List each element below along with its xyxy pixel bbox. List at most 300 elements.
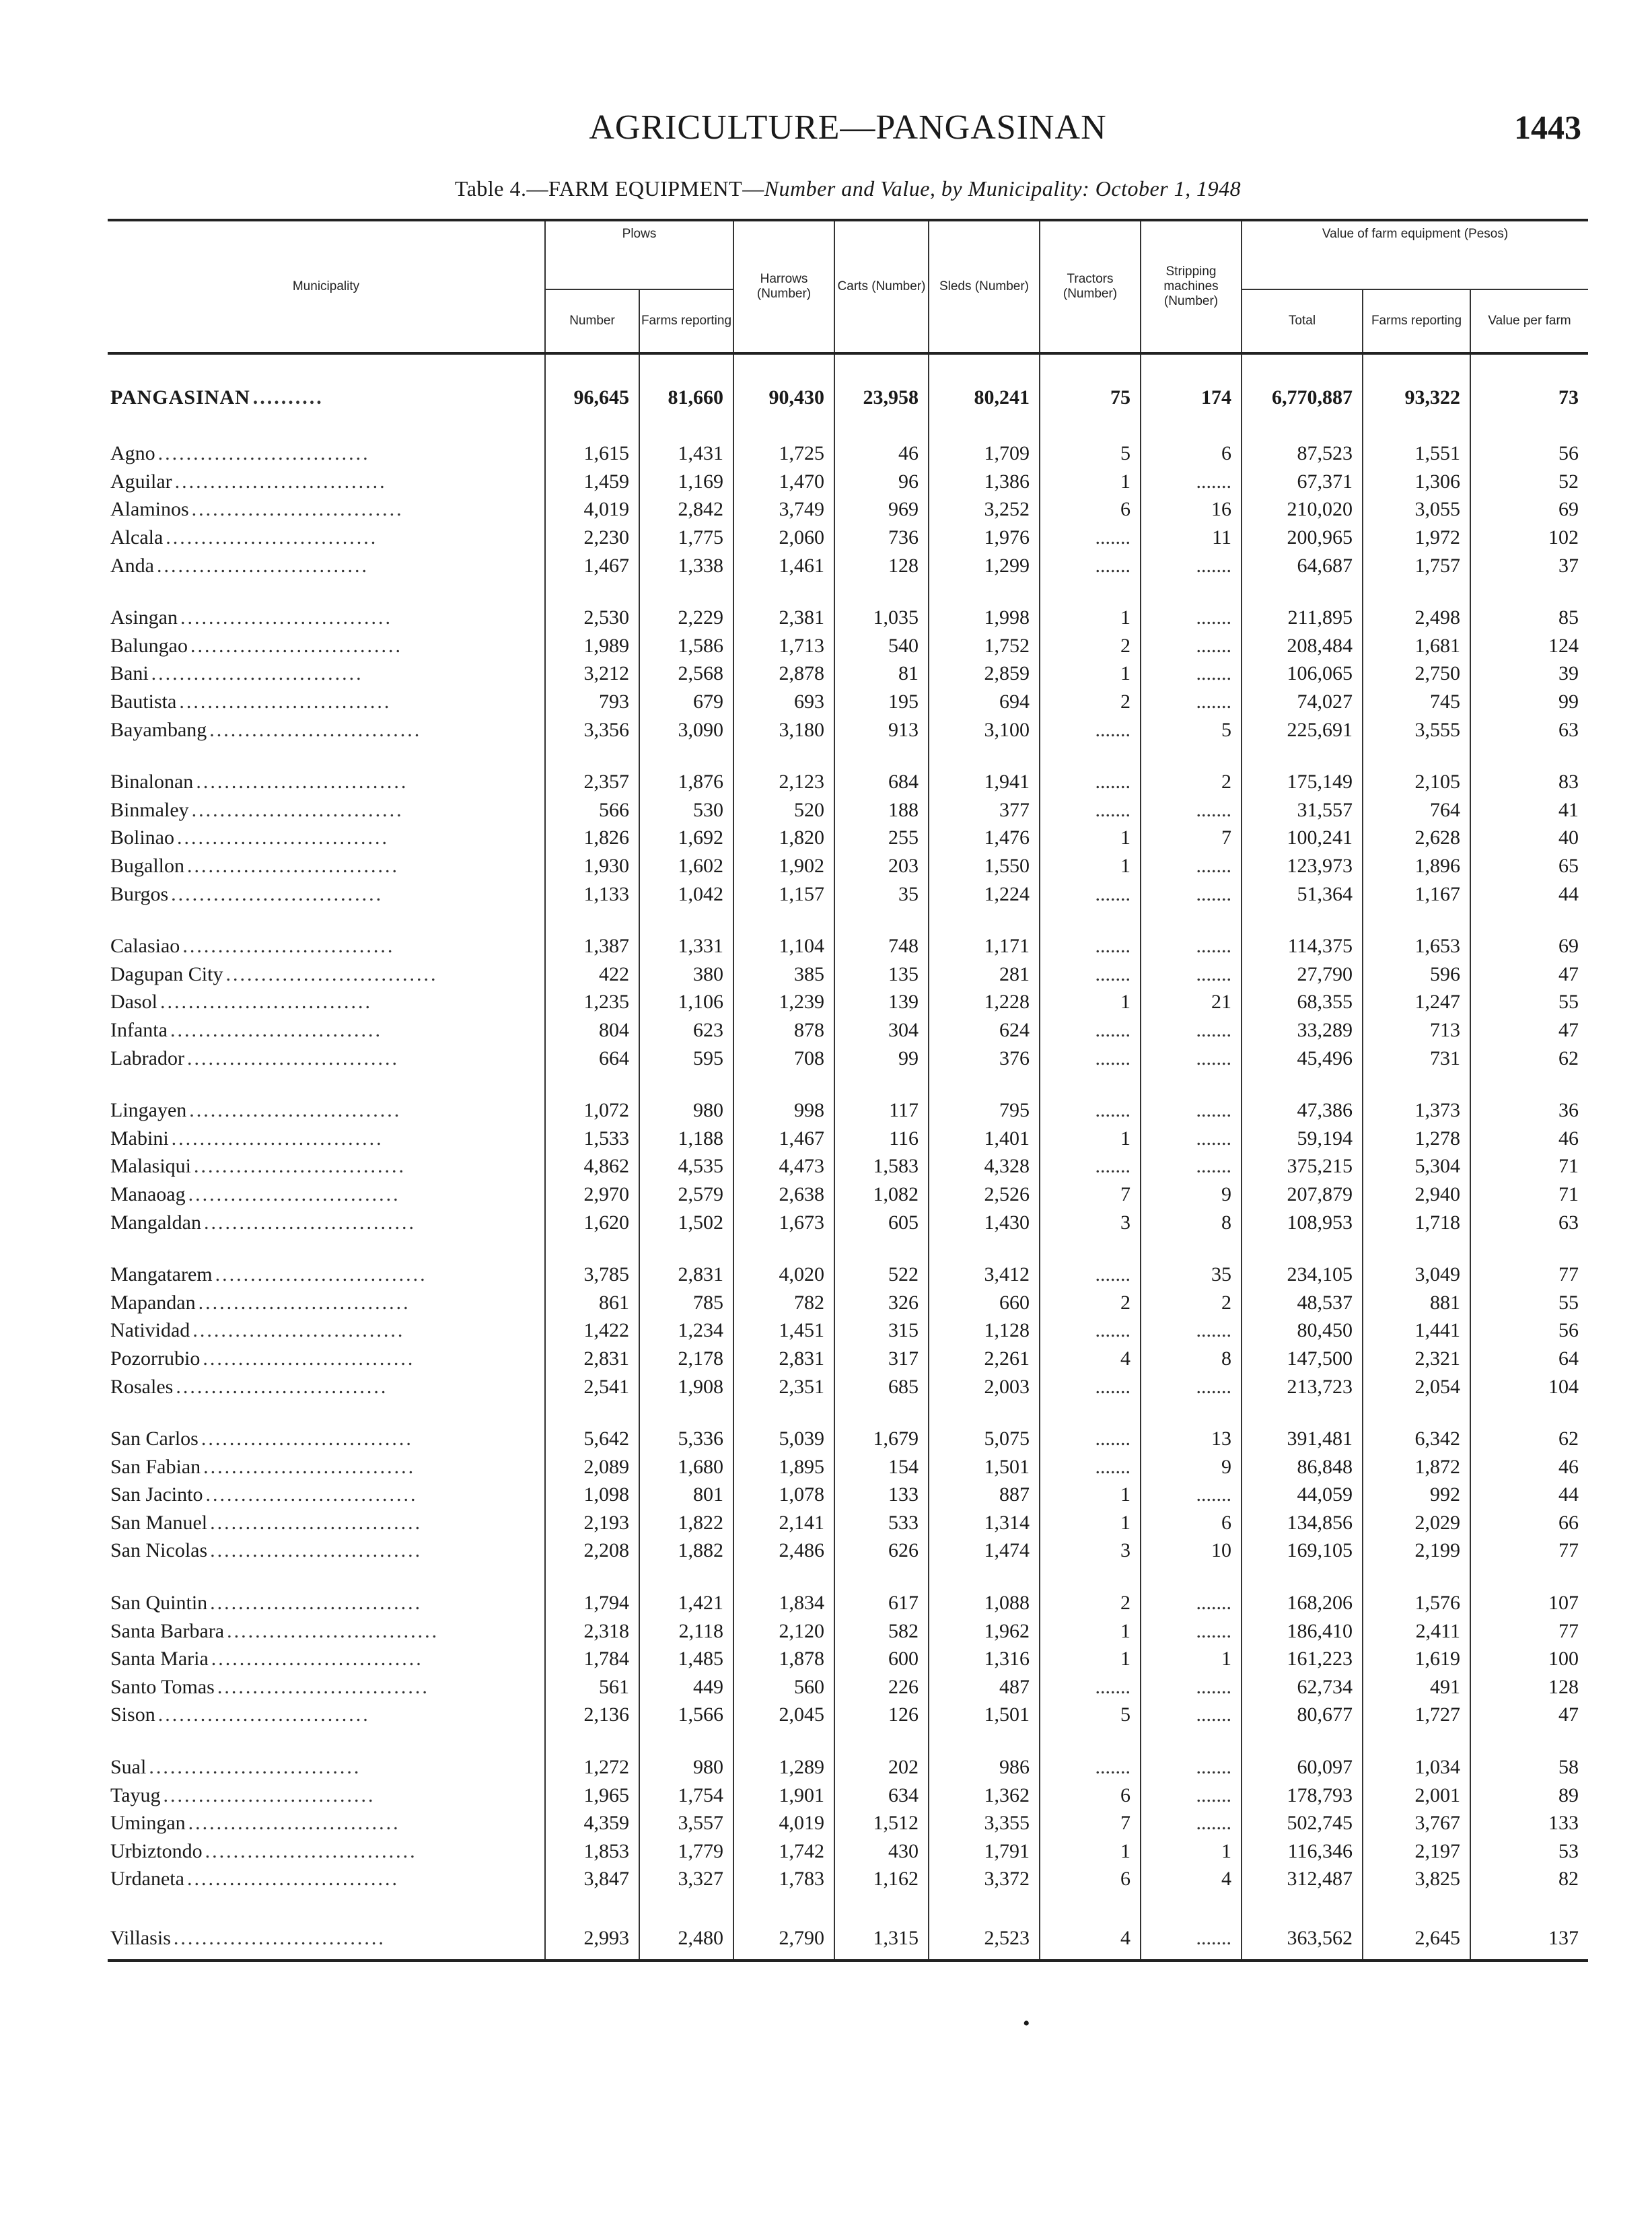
row-name: San Quintin <box>110 1592 210 1614</box>
cell-carts: 23,958 <box>834 353 929 415</box>
cell-tractors: ....... <box>1040 1044 1141 1072</box>
cell-plows-farms: 1,042 <box>639 880 733 908</box>
row-name-cell <box>108 495 545 524</box>
cell-plows-number: 2,318 <box>545 1617 639 1645</box>
cell-sleds: 624 <box>929 1016 1040 1045</box>
cell-tractors: ....... <box>1040 1372 1141 1401</box>
cell-tractors: 1 <box>1040 852 1141 880</box>
cell-tractors: 2 <box>1040 632 1141 660</box>
row-name-cell <box>108 1809 545 1837</box>
cell-tractors: ....... <box>1040 960 1141 989</box>
cell-plows-number: 1,459 <box>545 468 639 496</box>
cell-tractors: ....... <box>1040 1401 1141 1453</box>
cell-value-per-farm: 44 <box>1470 880 1588 908</box>
cell-harrows: 1,157 <box>733 880 834 908</box>
cell-value-per-farm: 100 <box>1470 1645 1588 1673</box>
cell-stripping: 4 <box>1141 1865 1242 1893</box>
cell-stripping: 9 <box>1141 1180 1242 1209</box>
cell-plows-farms: 1,754 <box>639 1781 733 1809</box>
cell-tractors: ....... <box>1040 1673 1141 1701</box>
row-name: Santo Tomas <box>110 1676 217 1698</box>
cell-plows-farms: 3,327 <box>639 1865 733 1893</box>
row-name-cell <box>108 908 545 960</box>
table-row <box>108 524 1588 552</box>
cell-value-per-farm: 63 <box>1470 1208 1588 1236</box>
cell-value-per-farm: 47 <box>1470 1016 1588 1045</box>
row-name: Alcala <box>110 526 166 549</box>
cell-stripping: ....... <box>1141 1152 1242 1180</box>
row-name: San Manuel <box>110 1512 210 1534</box>
cell-harrows: 878 <box>733 1016 834 1045</box>
cell-carts: 626 <box>834 1537 929 1565</box>
cell-plows-farms: 3,090 <box>639 715 733 744</box>
cell-carts: 304 <box>834 1016 929 1045</box>
row-name-cell <box>108 1044 545 1072</box>
cell-carts: 81 <box>834 660 929 688</box>
row-name-cell <box>108 688 545 716</box>
cell-plows-farms: 1,106 <box>639 988 733 1016</box>
cell-plows-farms: 2,579 <box>639 1180 733 1209</box>
cell-plows-number: 2,193 <box>545 1509 639 1537</box>
cell-plows-farms: 1,882 <box>639 1537 733 1565</box>
cell-carts: 1,162 <box>834 1865 929 1893</box>
cell-value-total: 108,953 <box>1242 1208 1363 1236</box>
cell-value-per-farm: 77 <box>1470 1236 1588 1289</box>
cell-harrows: 1,461 <box>733 551 834 579</box>
cell-plows-farms: 1,692 <box>639 824 733 852</box>
cell-value-farms: 3,049 <box>1363 1236 1470 1289</box>
cell-sleds: 3,372 <box>929 1865 1040 1893</box>
cell-sleds: 1,128 <box>929 1316 1040 1345</box>
cell-value-farms: 1,727 <box>1363 1701 1470 1729</box>
cell-sleds: 1,430 <box>929 1208 1040 1236</box>
col-header-plows: Plows <box>545 220 733 289</box>
cell-plows-farms: 1,680 <box>639 1452 733 1481</box>
cell-plows-number: 1,989 <box>545 632 639 660</box>
cell-plows-farms: 4,535 <box>639 1152 733 1180</box>
cell-value-farms: 764 <box>1363 796 1470 824</box>
table-caption-subtitle: Number and Value, by Municipality: October 1, 1948 <box>764 176 1242 201</box>
leader-dots: .............................. <box>198 1291 410 1314</box>
cell-value-total: 80,677 <box>1242 1701 1363 1729</box>
cell-harrows: 560 <box>733 1673 834 1701</box>
row-name: San Jacinto <box>110 1483 205 1506</box>
cell-value-per-farm: 73 <box>1470 353 1588 415</box>
leader-dots: .............................. <box>171 1127 384 1150</box>
row-name: Bani <box>110 662 151 684</box>
row-name-cell <box>108 1481 545 1509</box>
cell-tractors: 5 <box>1040 415 1141 468</box>
col-header-value-group: Value of farm equipment (Pesos) <box>1242 220 1588 289</box>
cell-plows-farms: 2,480 <box>639 1893 733 1961</box>
cell-sleds: 2,526 <box>929 1180 1040 1209</box>
cell-value-per-farm: 102 <box>1470 524 1588 552</box>
row-name-cell <box>108 1180 545 1209</box>
cell-tractors: 4 <box>1040 1893 1141 1961</box>
cell-sleds: 1,962 <box>929 1617 1040 1645</box>
cell-stripping: 2 <box>1141 1288 1242 1316</box>
cell-tractors: 1 <box>1040 579 1141 632</box>
cell-value-total: 375,215 <box>1242 1152 1363 1180</box>
cell-value-farms: 1,972 <box>1363 524 1470 552</box>
cell-value-farms: 596 <box>1363 960 1470 989</box>
table-row <box>108 495 1588 524</box>
cell-value-total: 391,481 <box>1242 1401 1363 1453</box>
cell-tractors: ....... <box>1040 880 1141 908</box>
cell-harrows: 90,430 <box>733 353 834 415</box>
cell-plows-farms: 1,234 <box>639 1316 733 1345</box>
cell-stripping: 10 <box>1141 1537 1242 1565</box>
cell-value-total: 68,355 <box>1242 988 1363 1016</box>
cell-value-farms: 713 <box>1363 1016 1470 1045</box>
cell-harrows: 385 <box>733 960 834 989</box>
cell-plows-farms: 1,775 <box>639 524 733 552</box>
cell-value-per-farm: 65 <box>1470 852 1588 880</box>
cell-plows-number: 1,826 <box>545 824 639 852</box>
row-name-cell <box>108 1645 545 1673</box>
table-row <box>108 1565 1588 1617</box>
row-name-cell <box>108 1729 545 1782</box>
row-name: Santa Maria <box>110 1648 211 1670</box>
cell-harrows: 2,351 <box>733 1372 834 1401</box>
cell-value-per-farm: 66 <box>1470 1509 1588 1537</box>
cell-tractors: 4 <box>1040 1345 1141 1373</box>
cell-carts: 326 <box>834 1288 929 1316</box>
cell-value-total: 47,386 <box>1242 1072 1363 1125</box>
cell-carts: 188 <box>834 796 929 824</box>
cell-harrows: 1,834 <box>733 1565 834 1617</box>
cell-value-total: 169,105 <box>1242 1537 1363 1565</box>
leader-dots: .............................. <box>189 1099 402 1122</box>
col-header-municipality: Municipality <box>292 279 360 293</box>
cell-value-farms: 2,645 <box>1363 1893 1470 1961</box>
cell-sleds: 1,299 <box>929 551 1040 579</box>
row-name-cell <box>108 1072 545 1125</box>
cell-stripping: ....... <box>1141 1044 1242 1072</box>
cell-value-total: 31,557 <box>1242 796 1363 824</box>
cell-value-total: 62,734 <box>1242 1673 1363 1701</box>
cell-stripping: ....... <box>1141 579 1242 632</box>
farm-equipment-table <box>108 219 1588 1962</box>
cell-plows-number: 2,541 <box>545 1372 639 1401</box>
row-name: Bautista <box>110 691 179 713</box>
cell-stripping: ....... <box>1141 1481 1242 1509</box>
cell-sleds: 376 <box>929 1044 1040 1072</box>
cell-value-farms: 2,054 <box>1363 1372 1470 1401</box>
row-name-cell <box>108 744 545 796</box>
cell-tractors: 1 <box>1040 1837 1141 1866</box>
cell-stripping: 8 <box>1141 1345 1242 1373</box>
cell-plows-farms: 530 <box>639 796 733 824</box>
cell-stripping: 5 <box>1141 715 1242 744</box>
cell-plows-number: 804 <box>545 1016 639 1045</box>
cell-value-farms: 3,825 <box>1363 1865 1470 1893</box>
leader-dots: .............................. <box>188 1183 400 1205</box>
cell-sleds: 1,709 <box>929 415 1040 468</box>
leader-dots: .............................. <box>188 1812 400 1835</box>
cell-stripping: ....... <box>1141 688 1242 716</box>
row-name: Bayambang <box>110 719 209 741</box>
cell-plows-number: 1,133 <box>545 880 639 908</box>
row-name: Mangaldan <box>110 1211 204 1234</box>
cell-value-total: 234,105 <box>1242 1236 1363 1289</box>
cell-value-total: 67,371 <box>1242 468 1363 496</box>
cell-value-total: 208,484 <box>1242 632 1363 660</box>
cell-stripping: 8 <box>1141 1208 1242 1236</box>
table-row <box>108 468 1588 496</box>
cell-value-per-farm: 137 <box>1470 1893 1588 1961</box>
table-row <box>108 1781 1588 1809</box>
row-name: Umingan <box>110 1812 188 1834</box>
cell-value-total: 147,500 <box>1242 1345 1363 1373</box>
cell-stripping: ....... <box>1141 468 1242 496</box>
cell-stripping: 11 <box>1141 524 1242 552</box>
table-row-total <box>108 353 1588 415</box>
leader-dots: .............................. <box>225 962 438 985</box>
cell-carts: 430 <box>834 1837 929 1866</box>
cell-plows-farms: 2,118 <box>639 1617 733 1645</box>
cell-stripping: ....... <box>1141 1893 1242 1961</box>
cell-value-farms: 1,872 <box>1363 1452 1470 1481</box>
cell-value-farms: 1,167 <box>1363 880 1470 908</box>
cell-plows-farms: 2,842 <box>639 495 733 524</box>
col-header-sleds: Sleds (Number) <box>929 220 1040 353</box>
cell-plows-farms: 2,568 <box>639 660 733 688</box>
cell-sleds: 1,941 <box>929 744 1040 796</box>
cell-value-per-farm: 55 <box>1470 988 1588 1016</box>
cell-value-per-farm: 55 <box>1470 1288 1588 1316</box>
cell-harrows: 4,473 <box>733 1152 834 1180</box>
cell-plows-number: 5,642 <box>545 1401 639 1453</box>
cell-value-total: 363,562 <box>1242 1893 1363 1961</box>
row-name-cell <box>108 1537 545 1565</box>
cell-stripping: ....... <box>1141 1565 1242 1617</box>
cell-plows-number: 1,620 <box>545 1208 639 1236</box>
cell-carts: 128 <box>834 551 929 579</box>
leader-dots: .............................. <box>157 442 370 465</box>
cell-tractors: ....... <box>1040 551 1141 579</box>
cell-tractors: 2 <box>1040 1565 1141 1617</box>
row-name: Bolinao <box>110 826 177 849</box>
cell-sleds: 1,501 <box>929 1701 1040 1729</box>
cell-plows-farms: 1,502 <box>639 1208 733 1236</box>
cell-plows-number: 1,615 <box>545 415 639 468</box>
page-mark: • <box>1023 2012 1030 2035</box>
cell-value-per-farm: 56 <box>1470 415 1588 468</box>
cell-plows-number: 1,098 <box>545 1481 639 1509</box>
cell-value-per-farm: 99 <box>1470 688 1588 716</box>
cell-sleds: 2,003 <box>929 1372 1040 1401</box>
row-name: Mabini <box>110 1127 172 1150</box>
cell-carts: 685 <box>834 1372 929 1401</box>
cell-sleds: 487 <box>929 1673 1040 1701</box>
cell-sleds: 3,252 <box>929 495 1040 524</box>
cell-value-total: 6,770,887 <box>1242 353 1363 415</box>
cell-value-per-farm: 104 <box>1470 1372 1588 1401</box>
cell-harrows: 2,486 <box>733 1537 834 1565</box>
table-row <box>108 1452 1588 1481</box>
row-name-cell <box>108 415 545 468</box>
row-name-cell <box>108 1673 545 1701</box>
cell-value-per-farm: 82 <box>1470 1865 1588 1893</box>
cell-value-per-farm: 40 <box>1470 824 1588 852</box>
cell-carts: 96 <box>834 468 929 496</box>
row-name-cell <box>108 1617 545 1645</box>
row-name-cell <box>108 1236 545 1289</box>
cell-value-per-farm: 133 <box>1470 1809 1588 1837</box>
cell-carts: 1,082 <box>834 1180 929 1209</box>
cell-value-total: 207,879 <box>1242 1180 1363 1209</box>
cell-sleds: 281 <box>929 960 1040 989</box>
row-name-cell <box>108 524 545 552</box>
row-name: Binalonan <box>110 771 196 793</box>
cell-value-farms: 745 <box>1363 688 1470 716</box>
cell-value-farms: 1,896 <box>1363 852 1470 880</box>
table-row <box>108 796 1588 824</box>
cell-value-per-farm: 39 <box>1470 660 1588 688</box>
cell-plows-farms: 1,169 <box>639 468 733 496</box>
row-name: Bugallon <box>110 855 187 877</box>
cell-carts: 116 <box>834 1124 929 1152</box>
cell-harrows: 1,470 <box>733 468 834 496</box>
row-name: Agno <box>110 442 158 464</box>
cell-harrows: 1,713 <box>733 632 834 660</box>
cell-carts: 736 <box>834 524 929 552</box>
cell-stripping: ....... <box>1141 551 1242 579</box>
cell-plows-number: 2,993 <box>545 1893 639 1961</box>
leader-dots: .............................. <box>191 798 404 821</box>
leader-dots: .............................. <box>151 662 363 685</box>
cell-stripping: 2 <box>1141 744 1242 796</box>
cell-sleds: 1,224 <box>929 880 1040 908</box>
cell-harrows: 1,673 <box>733 1208 834 1236</box>
cell-value-total: 87,523 <box>1242 415 1363 468</box>
table-row <box>108 1316 1588 1345</box>
cell-plows-farms: 1,338 <box>639 551 733 579</box>
cell-sleds: 2,523 <box>929 1893 1040 1961</box>
cell-plows-farms: 1,876 <box>639 744 733 796</box>
row-name: Urbiztondo <box>110 1840 205 1862</box>
cell-sleds: 3,355 <box>929 1809 1040 1837</box>
cell-stripping: 21 <box>1141 988 1242 1016</box>
row-name-cell <box>108 1124 545 1152</box>
cell-value-per-farm: 107 <box>1470 1565 1588 1617</box>
cell-sleds: 1,550 <box>929 852 1040 880</box>
row-name: Tayug <box>110 1784 164 1806</box>
cell-harrows: 2,060 <box>733 524 834 552</box>
cell-plows-farms: 1,188 <box>639 1124 733 1152</box>
cell-tractors: 2 <box>1040 688 1141 716</box>
table-row <box>108 908 1588 960</box>
cell-carts: 195 <box>834 688 929 716</box>
cell-harrows: 2,638 <box>733 1180 834 1209</box>
leader-dots: .............................. <box>187 855 399 878</box>
table-row <box>108 415 1588 468</box>
cell-carts: 533 <box>834 1509 929 1537</box>
cell-value-farms: 491 <box>1363 1673 1470 1701</box>
cell-sleds: 694 <box>929 688 1040 716</box>
cell-value-per-farm: 36 <box>1470 1072 1588 1125</box>
cell-value-per-farm: 124 <box>1470 632 1588 660</box>
table-row <box>108 880 1588 908</box>
table-row <box>108 1809 1588 1837</box>
cell-tractors: ....... <box>1040 1072 1141 1125</box>
cell-tractors: 1 <box>1040 1509 1141 1537</box>
cell-value-farms: 1,306 <box>1363 468 1470 496</box>
cell-plows-number: 4,019 <box>545 495 639 524</box>
row-name-cell <box>108 1893 545 1961</box>
cell-plows-farms: 1,586 <box>639 632 733 660</box>
cell-value-per-farm: 128 <box>1470 1673 1588 1701</box>
col-header-plows-number: Number <box>545 289 639 353</box>
cell-carts: 540 <box>834 632 929 660</box>
cell-value-per-farm: 47 <box>1470 960 1588 989</box>
leader-dots: .............................. <box>174 470 387 493</box>
row-name-cell <box>108 796 545 824</box>
cell-value-total: 48,537 <box>1242 1288 1363 1316</box>
row-name: Santa Barbara <box>110 1620 227 1642</box>
leader-dots: .............................. <box>201 1427 413 1450</box>
cell-value-total: 80,450 <box>1242 1316 1363 1345</box>
cell-stripping: ....... <box>1141 1673 1242 1701</box>
cell-stripping: 35 <box>1141 1236 1242 1289</box>
row-name: Villasis <box>110 1927 174 1949</box>
cell-value-farms: 2,498 <box>1363 579 1470 632</box>
cell-value-total: 186,410 <box>1242 1617 1363 1645</box>
row-name: Manaoag <box>110 1183 188 1205</box>
cell-carts: 1,512 <box>834 1809 929 1837</box>
cell-plows-number: 793 <box>545 688 639 716</box>
cell-plows-number: 1,784 <box>545 1645 639 1673</box>
cell-value-farms: 3,055 <box>1363 495 1470 524</box>
row-name-cell <box>108 632 545 660</box>
leader-dots: .............................. <box>217 1675 429 1698</box>
cell-stripping: 13 <box>1141 1401 1242 1453</box>
cell-value-total: 64,687 <box>1242 551 1363 579</box>
cell-value-per-farm: 71 <box>1470 1152 1588 1180</box>
table-row <box>108 1072 1588 1125</box>
cell-value-per-farm: 58 <box>1470 1729 1588 1782</box>
cell-harrows: 998 <box>733 1072 834 1125</box>
col-header-carts: Carts (Number) <box>834 220 929 353</box>
cell-value-farms: 881 <box>1363 1288 1470 1316</box>
cell-value-per-farm: 52 <box>1470 468 1588 496</box>
table-row <box>108 1208 1588 1236</box>
cell-stripping: ....... <box>1141 1809 1242 1837</box>
page-title: AGRICULTURE—PANGASINAN <box>589 108 1107 147</box>
cell-sleds: 1,476 <box>929 824 1040 852</box>
cell-value-total: 161,223 <box>1242 1645 1363 1673</box>
cell-tractors: 6 <box>1040 1781 1141 1809</box>
cell-tractors: 1 <box>1040 824 1141 852</box>
row-name-cell <box>108 353 545 415</box>
cell-harrows: 1,895 <box>733 1452 834 1481</box>
row-name-cell <box>108 1152 545 1180</box>
cell-stripping: ....... <box>1141 960 1242 989</box>
cell-carts: 315 <box>834 1316 929 1345</box>
leader-dots: .............................. <box>215 1263 427 1286</box>
cell-harrows: 2,381 <box>733 579 834 632</box>
cell-tractors: ....... <box>1040 1236 1141 1289</box>
row-name: Labrador <box>110 1047 187 1069</box>
cell-sleds: 1,752 <box>929 632 1040 660</box>
cell-carts: 684 <box>834 744 929 796</box>
cell-harrows: 1,239 <box>733 988 834 1016</box>
leader-dots: .............................. <box>156 554 369 577</box>
cell-carts: 1,035 <box>834 579 929 632</box>
cell-stripping: ....... <box>1141 1701 1242 1729</box>
cell-value-per-farm: 69 <box>1470 495 1588 524</box>
